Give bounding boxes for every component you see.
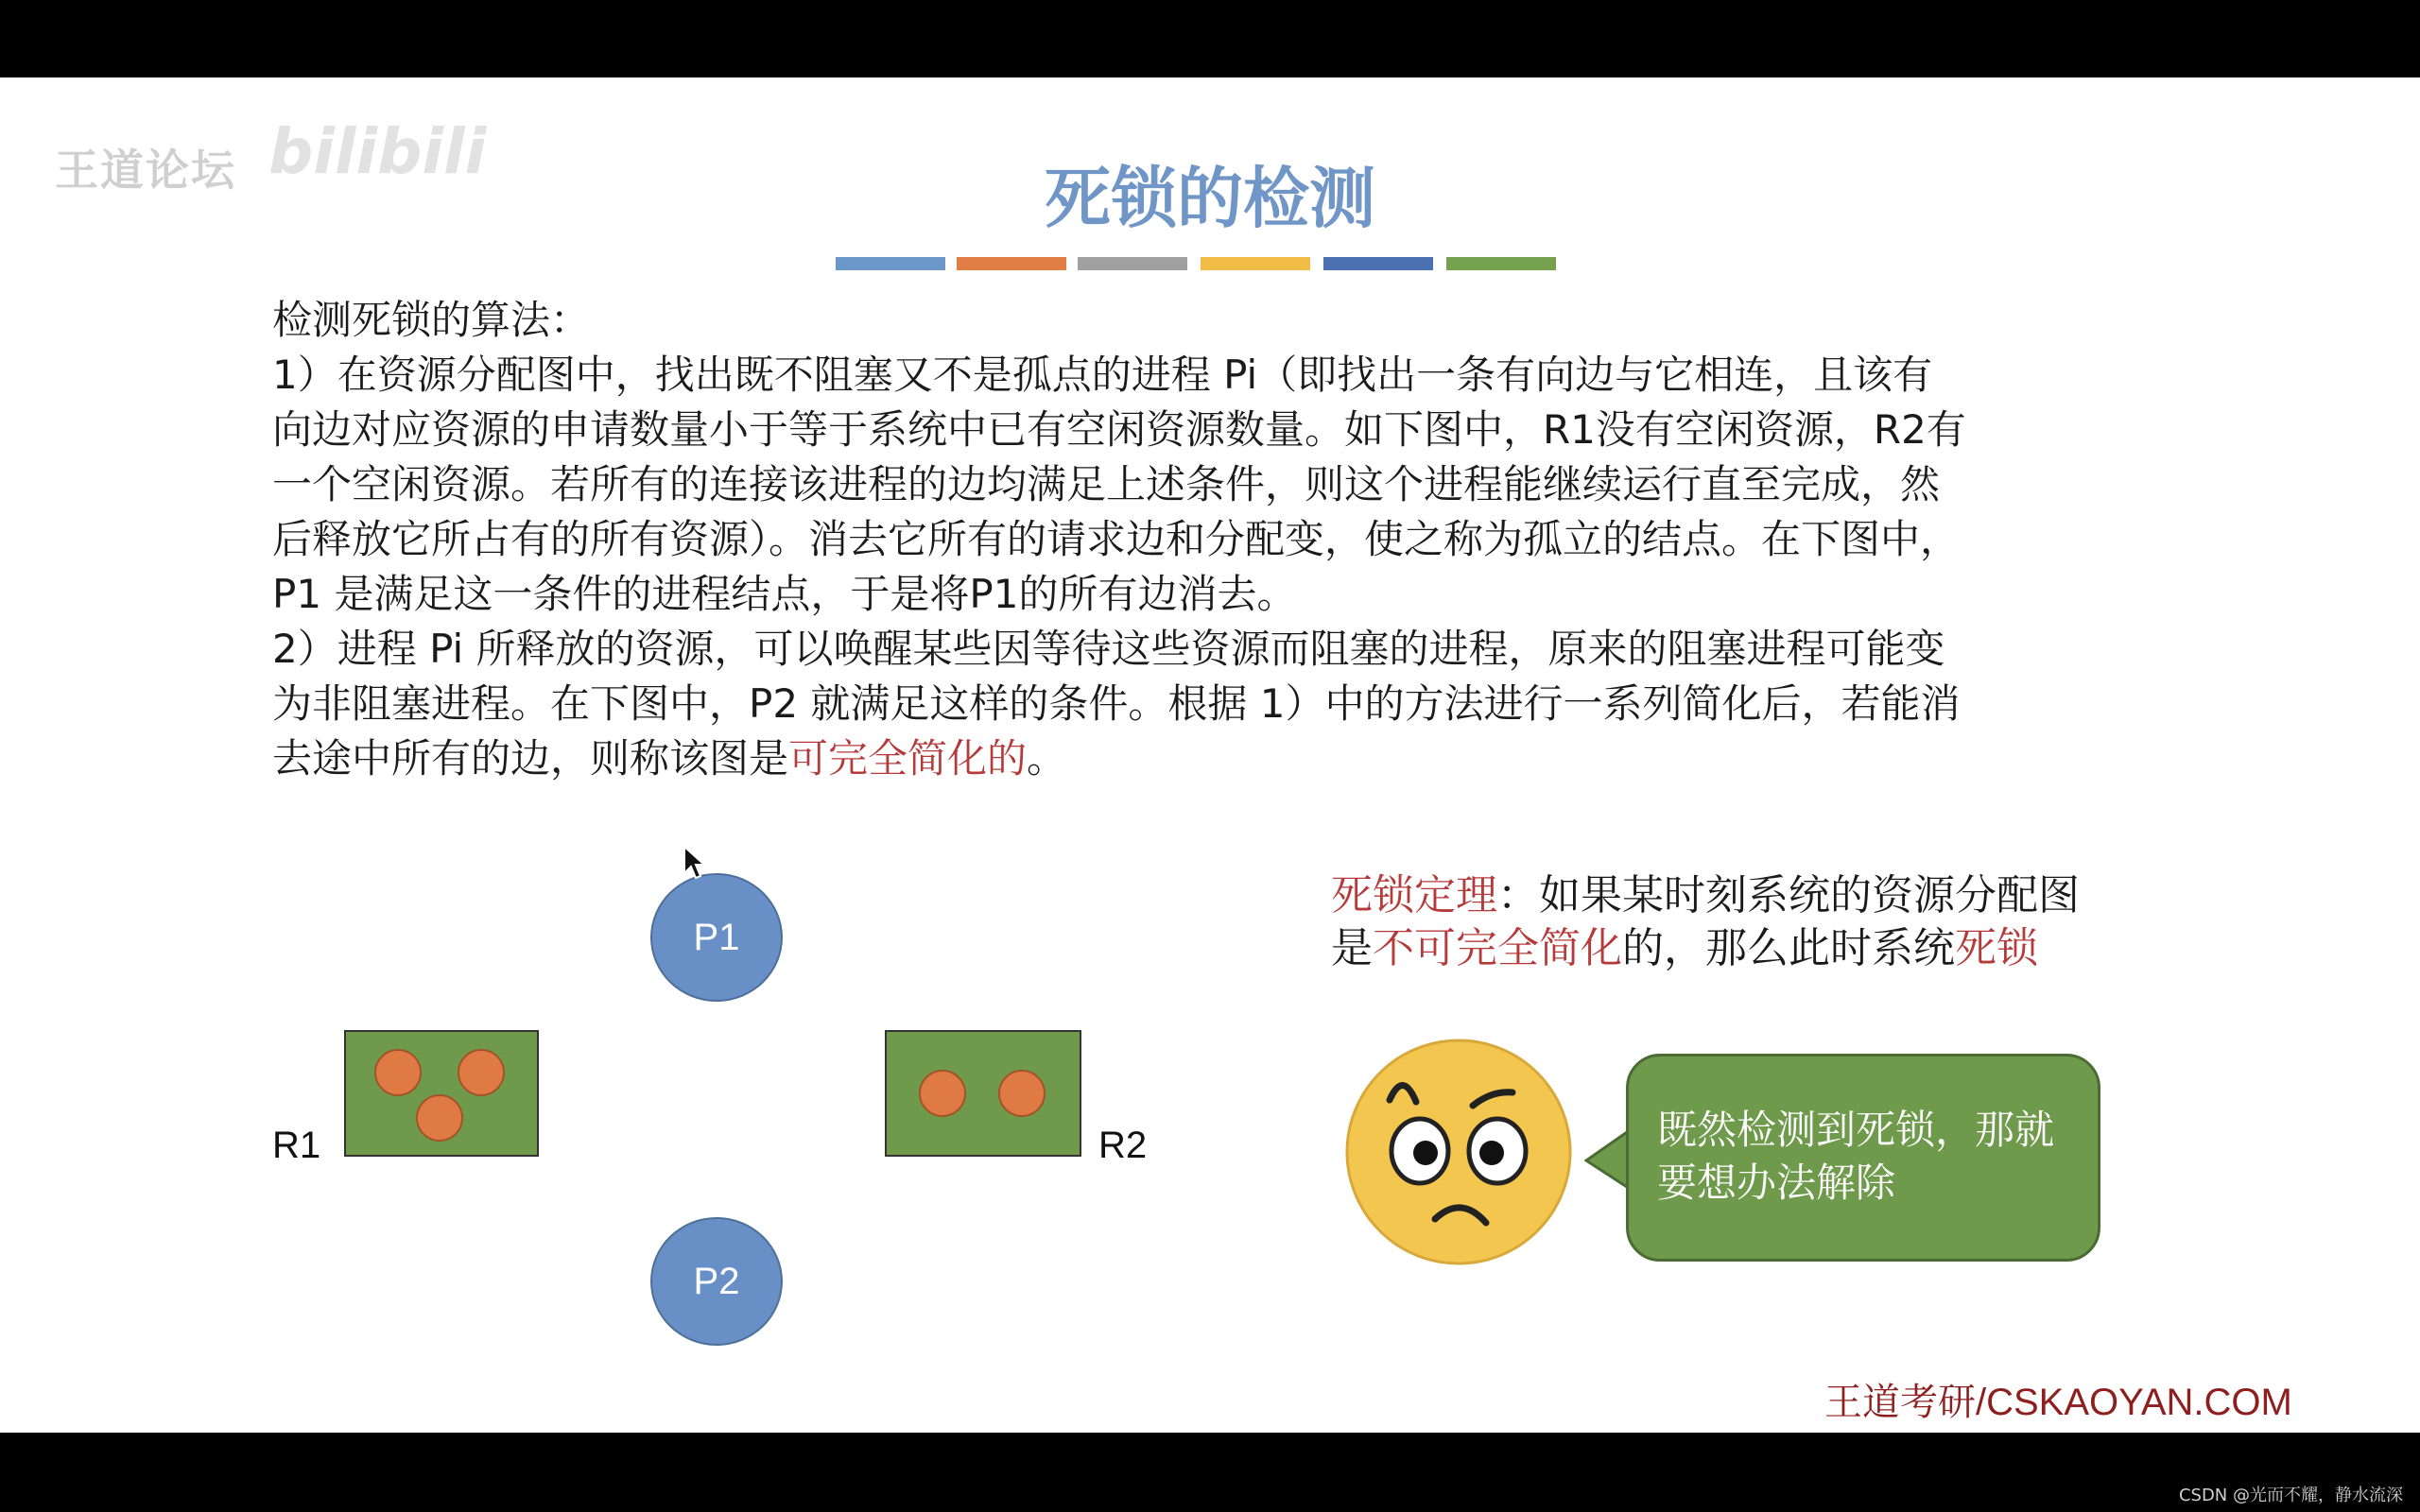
highlight-not-reducible: 不可完全简化 <box>1373 924 1622 972</box>
theorem-line-2-middle: 的，那么此时系统 <box>1622 924 1955 972</box>
algorithm-line: P1 是满足这一条件的进程结点，于是将P1的所有边消去。 <box>272 571 1297 617</box>
theorem-line-1 <box>1331 869 2182 922</box>
title-bar-segment <box>1078 257 1187 270</box>
resource-unit <box>374 1049 422 1096</box>
resource-node-r2 <box>885 1030 1081 1157</box>
algorithm-line: 一个空闲资源。若所有的连接该进程的边均满足上述条件，则这个进程能继续运行直至完成，然 <box>272 461 1941 507</box>
resource-unit <box>919 1070 966 1117</box>
algorithm-line: 1）在资源分配图中，找出既不阻塞又不是孤点的进程 Pi（即找出一条有向边与它相连，且该有 <box>272 352 1933 398</box>
watermark-text: 王道论坛 <box>55 145 236 196</box>
csdn-credit: CSDN @光而不耀，静水流深 <box>2178 1486 2403 1505</box>
algorithm-line: 2）进程 Pi 所释放的资源，可以唤醒某些因等待这些资源而阻塞的进程，原来的阻塞进程可能变 <box>272 626 1945 672</box>
algorithm-line: 为非阻塞进程。在下图中，P2 就满足这样的条件。根据 1）中的方法进行一系列简化后，若能消 <box>272 680 1961 727</box>
algorithm-line: 后释放它所占有的所有资源）。消去它所有的请求边和分配变，使之称为孤立的结点。在下图中， <box>272 516 1961 562</box>
algorithm-text <box>272 293 2220 786</box>
deadlock-theorem <box>1331 869 2182 975</box>
title-bar-segment <box>1323 257 1433 270</box>
process-node-p1: P1 <box>650 873 783 1002</box>
resource-node-r1 <box>344 1030 539 1157</box>
algorithm-line: 向边对应资源的申请数量小于等于系统中已有空闲资源数量。如下图中，R1没有空闲资源，R2有 <box>272 406 1966 453</box>
theorem-line-1-rest: ：如果某时刻系统的资源分配图 <box>1497 871 2080 919</box>
algorithm-heading: 检测死锁的算法： <box>272 297 591 343</box>
bilibili-logo: bilibili <box>268 115 487 188</box>
resource-label-r2: R2 <box>1098 1125 1148 1166</box>
resource-unit <box>416 1094 463 1142</box>
theorem-label: 死锁定理 <box>1331 871 1497 919</box>
footer-brand: 王道考研/CSKAOYAN.COM <box>1824 1382 2292 1423</box>
last-line-prefix: 去途中所有的边，则称该图是 <box>272 735 789 782</box>
resource-unit <box>458 1049 505 1096</box>
process-node-p2: P2 <box>650 1217 783 1346</box>
slide <box>0 77 2420 1433</box>
highlight-fully-reducible: 可完全简化的 <box>788 735 1028 782</box>
theorem-line-2-prefix: 是 <box>1331 924 1373 972</box>
title-bar-segment <box>836 257 945 270</box>
title-bar-segment <box>957 257 1066 270</box>
speech-bubble: 既然检测到死锁，那就要想办法解除 <box>1626 1054 2100 1262</box>
speech-bubble-tail <box>1584 1126 1632 1193</box>
last-line-suffix: 。 <box>1027 735 1067 782</box>
worried-face-icon <box>1340 1034 1577 1270</box>
title-bar-segment <box>1446 257 1556 270</box>
theorem-line-2 <box>1331 922 2182 975</box>
resource-unit <box>998 1070 1046 1117</box>
title-bar-segment <box>1201 257 1310 270</box>
mouse-cursor-icon <box>683 845 707 881</box>
highlight-deadlock: 死锁 <box>1955 924 2038 972</box>
slide-title: 死锁的检测 <box>1045 160 1375 237</box>
resource-label-r1: R1 <box>272 1125 321 1166</box>
algorithm-line-last <box>272 731 2220 786</box>
